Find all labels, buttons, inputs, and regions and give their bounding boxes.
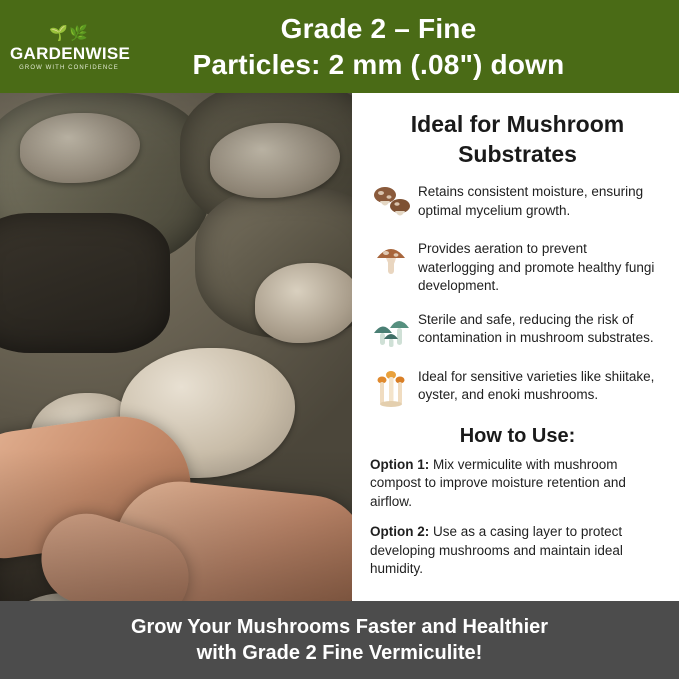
brand-logo bbox=[10, 22, 131, 71]
brand-name: GARDENWISE bbox=[10, 44, 131, 63]
howto-title: How to Use: bbox=[459, 424, 576, 447]
benefit-text: Provides aeration to prevent waterlogging and promote healthy fungi development. bbox=[418, 241, 655, 293]
content-area bbox=[0, 93, 679, 601]
option-1 bbox=[370, 456, 665, 512]
footer-banner bbox=[0, 601, 679, 679]
footer-line1: Grow Your Mushrooms Faster and Healthier bbox=[130, 616, 549, 638]
option-1-label: Option 1: bbox=[370, 456, 430, 472]
section-title: Ideal for Mushroom Substrates bbox=[410, 111, 625, 167]
benefit-item bbox=[370, 366, 665, 410]
benefit-text: Ideal for sensitive varieties like shiitake, oyster, and enoki mushrooms. bbox=[418, 368, 655, 402]
info-panel bbox=[352, 93, 679, 601]
substrate-bag bbox=[0, 213, 170, 353]
benefit-text: Retains consistent moisture, ensuring optimal mycelium growth. bbox=[418, 184, 644, 218]
benefit-item bbox=[370, 309, 665, 353]
header-banner bbox=[0, 0, 679, 93]
page-title-line1: Grade 2 – Fine bbox=[280, 12, 477, 44]
option-2-text: Use as a casing layer to protect developing mushrooms and maintain ideal humidity. bbox=[370, 524, 623, 576]
benefit-item bbox=[370, 238, 665, 296]
option-2 bbox=[370, 523, 665, 579]
footer-line2: with Grade 2 Fine Vermiculite! bbox=[196, 642, 483, 664]
mushroom-pair-icon bbox=[370, 181, 414, 225]
mushroom-cluster bbox=[255, 263, 352, 343]
header-title-block bbox=[128, 11, 669, 83]
benefits-list bbox=[370, 181, 665, 423]
benefit-item bbox=[370, 181, 665, 225]
option-2-label: Option 2: bbox=[370, 524, 430, 539]
sprout-icon: 🌱🌿 bbox=[49, 25, 89, 42]
mushroom-growing-photo bbox=[0, 93, 352, 601]
option-1-text: Mix vermiculite with mushroom compost to improve moisture retention and airflow. bbox=[370, 456, 626, 509]
mushroom-cluster-icon bbox=[370, 309, 414, 353]
mushroom-single-icon bbox=[370, 238, 414, 282]
enoki-mushroom-icon bbox=[370, 366, 414, 410]
page-title-line2: Particles: 2 mm (.08") down bbox=[192, 48, 565, 80]
benefit-text: Sterile and safe, reducing the risk of contamination in mushroom substrates. bbox=[418, 311, 654, 345]
brand-tagline: GROW WITH CONFIDENCE bbox=[19, 65, 119, 71]
